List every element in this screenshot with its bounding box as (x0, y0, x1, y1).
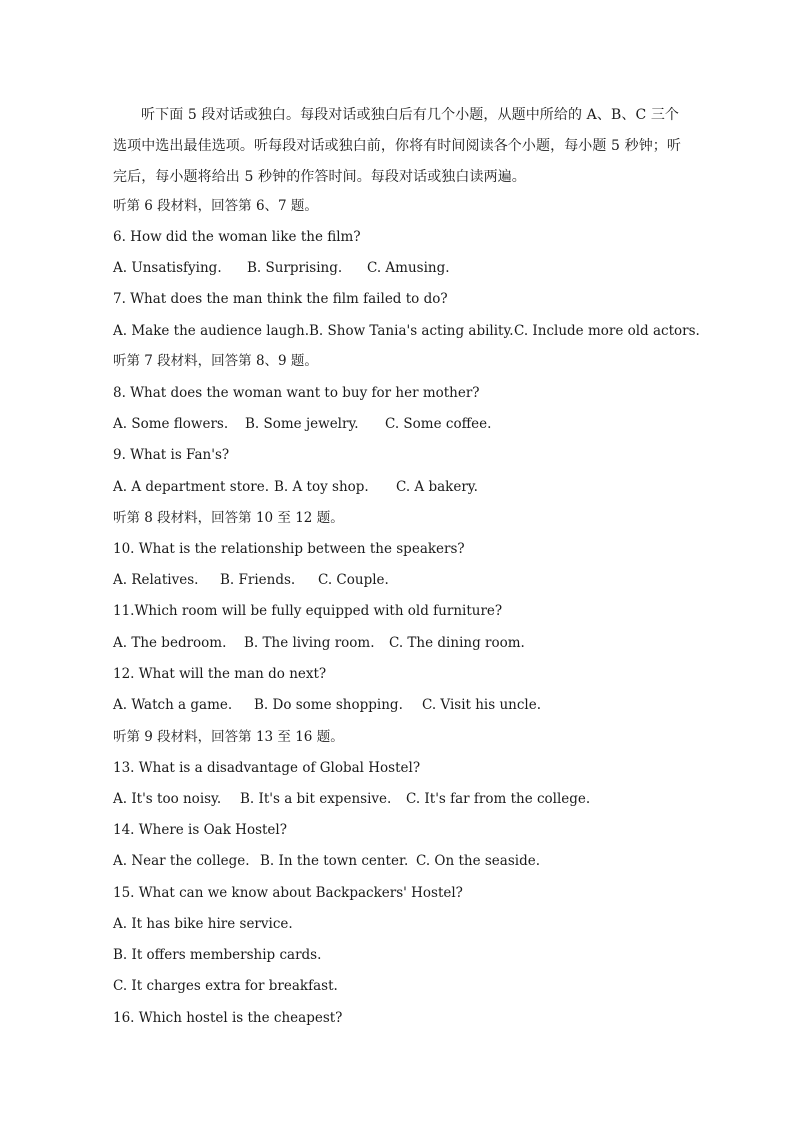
option-7c: C. Include more old actors. (514, 323, 700, 339)
option-10a: A. Relatives. (113, 572, 199, 588)
section-heading-7: 听第 7 段材料，回答第 8、9 题。 (113, 353, 318, 369)
option-7b: B. Show Tania's acting ability. (309, 323, 514, 339)
option-9a: A. A department store. (113, 479, 269, 495)
option-6b: B. Surprising. (247, 260, 343, 276)
options-11 (113, 634, 525, 652)
option-6a: A. Unsatisfying. (113, 260, 222, 276)
option-10b: B. Friends. (220, 572, 296, 588)
option-6c: C. Amusing. (367, 260, 450, 276)
section-heading-9: 听第 9 段材料，回答第 13 至 16 题。 (113, 729, 344, 745)
option-14b: B. In the town center. (260, 853, 409, 869)
question-16: 16. Which hostel is the cheapest? (113, 1010, 343, 1026)
options-12 (113, 696, 541, 714)
question-12: 12. What will the man do next? (113, 666, 327, 682)
option-14a: A. Near the college. (113, 853, 250, 869)
option-15b: B. It offers membership cards. (113, 947, 322, 963)
option-12b: B. Do some shopping. (254, 697, 403, 713)
question-10: 10. What is the relationship between the speakers? (113, 541, 465, 557)
option-7a: A. Make the audience laugh. (113, 323, 309, 339)
options-8 (113, 415, 491, 433)
option-13c: C. It's far from the college. (406, 791, 591, 807)
option-15c: C. It charges extra for breakfast. (113, 978, 338, 994)
options-9 (113, 478, 478, 496)
option-10c: C. Couple. (318, 572, 389, 588)
question-9: 9. What is Fan's? (113, 447, 230, 463)
question-14: 14. Where is Oak Hostel? (113, 822, 287, 838)
option-11c: C. The dining room. (389, 635, 525, 651)
options-13 (113, 790, 590, 808)
question-15: 15. What can we know about Backpackers' Hostel? (113, 885, 463, 901)
section-heading-6: 听第 6 段材料，回答第 6、7 题。 (113, 198, 318, 214)
question-8: 8. What does the woman want to buy for her mother? (113, 385, 480, 401)
option-15a: A. It has bike hire service. (113, 916, 293, 932)
option-8c: C. Some coffee. (385, 416, 492, 432)
question-13: 13. What is a disadvantage of Global Hostel? (113, 760, 421, 776)
options-6 (113, 259, 450, 277)
option-14c: C. On the seaside. (416, 853, 541, 869)
option-8a: A. Some flowers. (113, 416, 229, 432)
option-8b: B. Some jewelry. (245, 416, 359, 432)
option-11b: B. The living room. (244, 635, 375, 651)
question-6: 6. How did the woman like the film? (113, 229, 361, 245)
option-11a: A. The bedroom. (113, 635, 227, 651)
options-10 (113, 571, 389, 589)
option-9b: B. A toy shop. (274, 479, 369, 495)
options-7 (113, 322, 700, 340)
option-9c: C. A bakery. (396, 479, 478, 495)
question-7: 7. What does the man think the film failed to do? (113, 291, 448, 307)
option-13b: B. It's a bit expensive. (240, 791, 392, 807)
question-11: 11.Which room will be fully equipped with old furniture? (113, 603, 503, 619)
option-13a: A. It's too noisy. (113, 791, 222, 807)
option-12c: C. Visit his uncle. (422, 697, 542, 713)
instructions-paragraph: 听下面 5 段对话或独白。每段对话或独白后有几个小题，从题中所给的 A、B、C 三个选项中选出最佳选项。听每段对话或独白前，你将有时间阅读各个小题，每小题 5 秒钟；听完后，每小题将给出 5 秒钟的作答时间。每段对话或独白读两遍。 (113, 107, 682, 185)
option-12a: A. Watch a game. (113, 697, 233, 713)
options-14 (113, 852, 540, 870)
section-heading-8: 听第 8 段材料，回答第 10 至 12 题。 (113, 510, 344, 526)
